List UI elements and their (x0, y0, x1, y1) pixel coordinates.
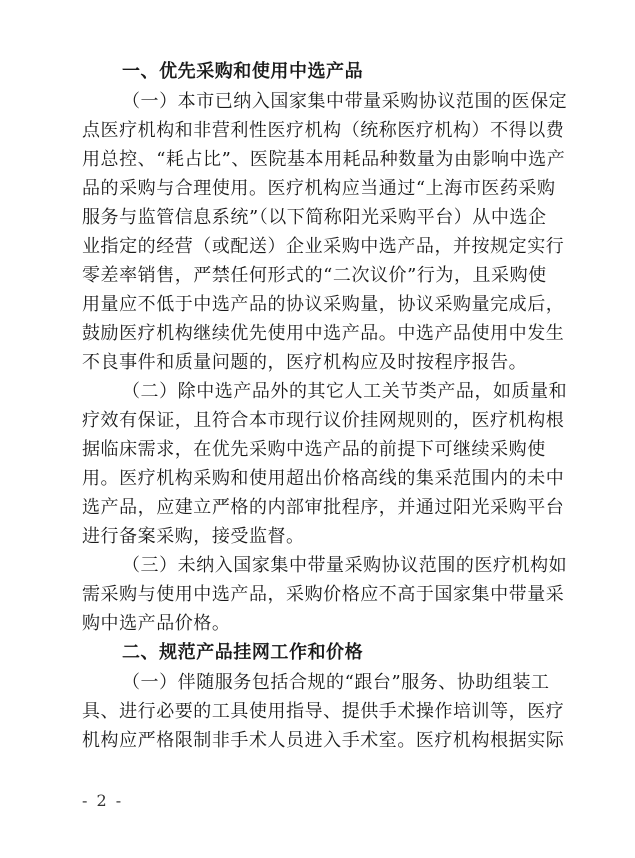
paragraph-line: 服务与监管信息系统”（以下简称阳光采购平台）从中选企 (82, 207, 547, 228)
page-number: - 2 - (82, 791, 124, 810)
paragraph-line: （二）除中选产品外的其它人工关节类产品，如质量和 (122, 381, 568, 402)
paragraph-line: 点医疗机构和非营利性医疗机构（统称医疗机构）不得以费 (82, 120, 565, 141)
paragraph-line: 选产品，应建立严格的内部审批程序，并通过阳光采购平台 (82, 497, 565, 518)
paragraph-line: （一）伴随服务包括合规的“跟台”服务、协助组装工 (122, 672, 550, 693)
paragraph-line: 用总控、“耗占比”、医院基本用耗品种数量为由影响中选产 (82, 149, 566, 170)
paragraph-line: 据临床需求，在优先采购中选产品的前提下可继续采购使 (82, 439, 546, 460)
section-heading: 一、优先采购和使用中选产品 (122, 61, 364, 82)
paragraph-line: 鼓励医疗机构继续优先使用中选产品。中选产品使用中发生 (82, 323, 565, 344)
paragraph-line: 品的采购与合理使用。医疗机构应当通过“上海市医药采购 (82, 178, 556, 199)
paragraph-line: 用量应不低于中选产品的协议采购量，协议采购量完成后， (82, 294, 565, 315)
paragraph-line: 不良事件和质量问题的，医疗机构应及时按程序报告。 (82, 352, 528, 373)
paragraph-line: 机构应严格限制非手术人员进入手术室。医疗机构根据实际 (82, 730, 565, 751)
paragraph-line: 业指定的经营（或配送）企业采购中选产品，并按规定实行 (82, 236, 565, 257)
paragraph-line: 零差率销售，严禁任何形式的“二次议价”行为，且采购使 (82, 265, 547, 286)
paragraph-line: （一）本市已纳入国家集中带量采购协议范围的医保定 (122, 91, 568, 112)
section-heading: 二、规范产品挂网工作和价格 (122, 642, 364, 663)
paragraph-line: 购中选产品价格。 (82, 613, 231, 634)
document-body (82, 57, 583, 755)
paragraph-line: 疗效有保证，且符合本市现行议价挂网规则的，医疗机构根 (82, 410, 565, 431)
paragraph-line: 具、进行必要的工具使用指导、提供手术操作培训等，医疗 (82, 701, 565, 722)
paragraph-line: 用。医疗机构采购和使用超出价格高线的集采范围内的未中 (82, 468, 565, 489)
paragraph-line: 需采购与使用中选产品，采购价格应不高于国家集中带量采 (82, 584, 565, 605)
paragraph-line: 进行备案采购，接受监督。 (82, 526, 305, 547)
paragraph-line: （三）未纳入国家集中带量采购协议范围的医疗机构如 (122, 555, 568, 576)
